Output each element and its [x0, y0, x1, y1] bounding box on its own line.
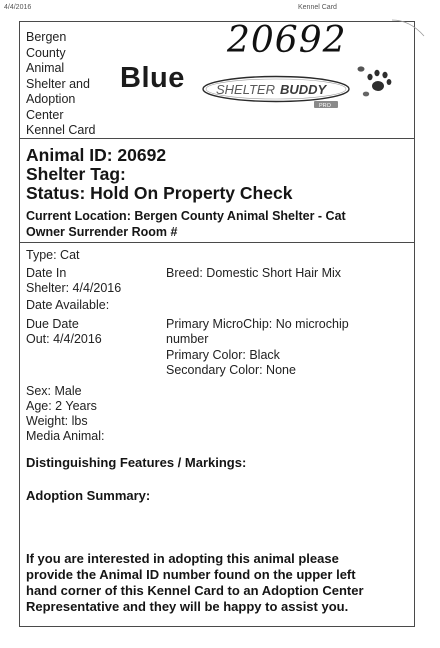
- header-divider: [19, 138, 414, 139]
- date-available: Date Available:: [26, 298, 110, 312]
- shelter-tag: Shelter Tag:: [26, 164, 126, 184]
- kennel-color-label: Blue: [120, 62, 185, 94]
- location-line: Owner Surrender Room #: [26, 225, 178, 239]
- current-location: [26, 208, 411, 240]
- paw-print-icon: [358, 66, 392, 96]
- date-in-shelter: [26, 266, 121, 296]
- animal-type: Type: Cat: [26, 248, 80, 262]
- corner-curl-decoration: [390, 18, 426, 38]
- organization-name: [26, 30, 96, 139]
- logo-word-buddy: BUDDY: [280, 82, 327, 97]
- animal-vitals: [26, 384, 105, 444]
- logo-tier-badge: PRO: [319, 103, 331, 109]
- org-line: County: [26, 45, 66, 60]
- weight: Weight: lbs: [26, 414, 88, 428]
- org-line: Shelter and: [26, 76, 90, 91]
- footer-line: provide the Animal ID number found on the upper left: [26, 567, 356, 582]
- print-title: Kennel Card: [298, 4, 337, 11]
- footer-line: hand corner of this Kennel Card to an Adoption Center: [26, 583, 364, 598]
- animal-id: Animal ID: 20692: [26, 145, 167, 165]
- org-line: Center: [26, 107, 64, 122]
- org-line: Animal: [26, 61, 65, 75]
- shelterbuddy-logo: [200, 64, 400, 120]
- footer-line: If you are interested in adopting this animal please: [26, 551, 339, 566]
- footer-line: Representative and they will be happy to assist you.: [26, 599, 349, 614]
- primary-microchip: [166, 317, 349, 347]
- field-line: Shelter: 4/4/2016: [26, 281, 122, 295]
- age: Age: 2 Years: [26, 399, 97, 413]
- media-animal: Media Animal:: [26, 429, 105, 443]
- org-line: Bergen: [26, 30, 67, 44]
- secondary-color: Secondary Color: None: [166, 363, 296, 377]
- field-line: Due Date: [26, 317, 79, 331]
- field-line: number: [166, 332, 209, 346]
- sex: Sex: Male: [26, 384, 82, 398]
- animal-status: Status: Hold On Property Check: [26, 183, 293, 203]
- primary-color: Primary Color: Black: [166, 348, 280, 362]
- color-info: [166, 348, 296, 378]
- location-line: Current Location: Bergen County Animal Shelter - Cat: [26, 209, 346, 223]
- adoption-summary-heading: Adoption Summary:: [26, 488, 151, 503]
- org-line: Kennel Card: [26, 123, 96, 137]
- field-line: Primary MicroChip: No microchip: [166, 317, 349, 331]
- field-line: Date In: [26, 266, 67, 280]
- logo-word-shelter: SHELTER: [216, 82, 275, 97]
- distinguishing-features-heading: Distinguishing Features / Markings:: [26, 455, 247, 470]
- details-divider: [19, 242, 414, 243]
- breed: Breed: Domestic Short Hair Mix: [166, 266, 342, 280]
- field-line: Out: 4/4/2016: [26, 332, 102, 346]
- print-date: 4/4/2016: [4, 4, 32, 11]
- handwritten-animal-number: 20692: [227, 20, 347, 61]
- adoption-instructions: [26, 551, 411, 615]
- org-line: Adoption: [26, 92, 76, 106]
- due-date-out: [26, 317, 102, 347]
